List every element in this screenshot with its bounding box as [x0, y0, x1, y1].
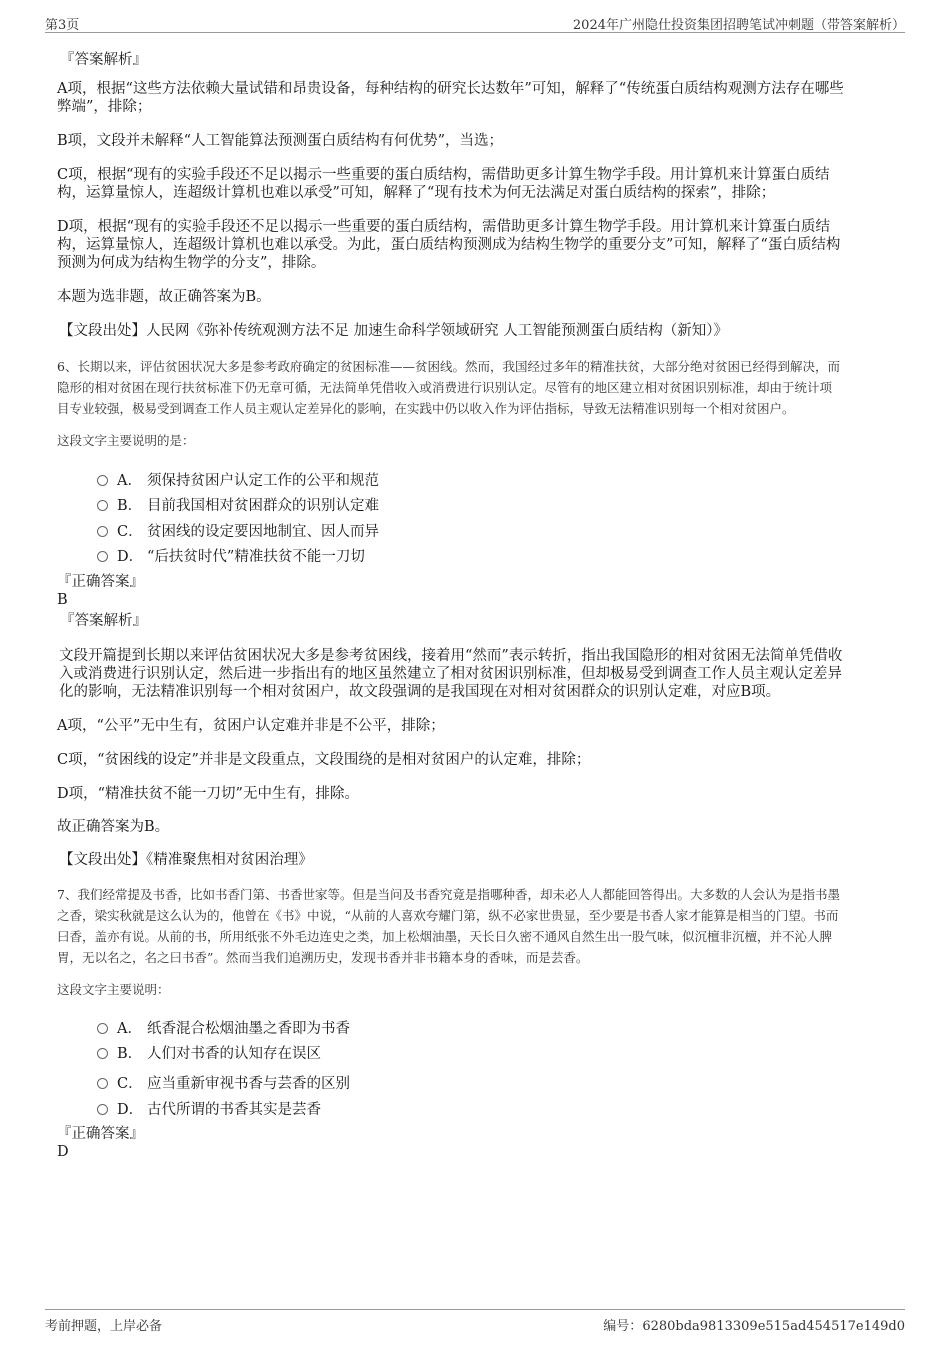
q6-analysis-c: C项，“贫困线的设定”并非是文段重点，文段围绕的是相对贫困户的认定难，排除；: [57, 752, 591, 768]
q7-option-b[interactable]: B． 人们对书香的认知存在误区: [97, 1042, 321, 1060]
q7-option-d[interactable]: D． 古代所谓的书香其实是芸香: [97, 1098, 321, 1116]
q6-analysis-label: 『答案解析』: [60, 613, 147, 629]
analysis-d-line2: 构，运算量惊人，连超级计算机也难以承受。为此，蛋白质结构预测成为结构生物学的重要分支”可知，解释了“蛋白质结构: [57, 237, 841, 253]
question-6-text-line3: 目专业较强，极易受到调查工作人员主观认定差异化的影响，在实践中仍以收入作为评估指标，导致无法精准识别每一个相对贫困户。: [57, 401, 795, 416]
q7-option-c[interactable]: C． 应当重新审视书香与芸香的区别: [97, 1072, 350, 1090]
q6-analysis-line2: 入或消费进行识别认定，然后进一步指出有的地区虽然建立了相对贫困识别标准，但却极易受到调查工作人员主观认定差异: [59, 666, 842, 682]
footer-slogan: 考前押题，上岸必备: [45, 1319, 163, 1334]
analysis-a-line1: A项，根据“这些方法依赖大量试错和昂贵设备，每种结构的研究长达数年”可知，解释了“传统蛋白质结构观测方法存在哪些: [57, 81, 844, 97]
q6-analysis-line1: 文段开篇提到长期以来评估贫困状况大多是参考贫困线，接着用“然而”表示转折，指出我国隐形的相对贫困无法简单凭借收: [59, 648, 843, 664]
radio-icon[interactable]: [97, 1078, 108, 1089]
analysis-d-line1: D项，根据“现有的实验手段还不足以揭示一些重要的蛋白质结构，需借助更多计算生物学手段。用计算机来计算蛋白质结: [57, 219, 831, 235]
q6-option-a[interactable]: A． 须保持贫困户认定工作的公平和规范: [97, 469, 379, 487]
source-citation: 【文段出处】人民网《弥补传统观测方法不足 加速生命科学领域研究 人工智能预测蛋白质结构（新知）》: [59, 323, 728, 339]
analysis-label: 『答案解析』: [60, 52, 147, 68]
q6-option-d[interactable]: D． “后扶贫时代”精准扶贫不能一刀切: [97, 545, 365, 563]
analysis-c-line2: 构，运算量惊人，连超级计算机也难以承受”可知，解释了“现有技术为何无法满足对蛋白质结构的探索”，排除；: [57, 185, 776, 201]
radio-icon[interactable]: [97, 526, 108, 537]
q6-analysis-a: A项，“公平”无中生有，贫困户认定难并非是不公平，排除；: [57, 718, 445, 734]
page-header: [45, 10, 905, 33]
question-6-text-line1: 6、长期以来，评估贫困状况大多是参考政府确定的贫困标准——贫困线。然而，我国经过多年的精准扶贫，大部分绝对贫困已经得到解决，而: [57, 359, 840, 374]
q6-conclusion: 故正确答案为B。: [57, 819, 170, 835]
radio-icon[interactable]: [97, 500, 108, 511]
question-6-prompt: 这段文字主要说明的是：: [57, 433, 195, 448]
q6-analysis-line3: 化的影响，无法精准识别每一个相对贫困户，故文段强调的是我国现在对相对贫困群众的识别认定难，对应B项。: [59, 684, 781, 700]
analysis-a-line2: 弊端”，排除；: [57, 99, 152, 115]
question-7-prompt: 这段文字主要说明：: [57, 982, 170, 997]
q6-option-b[interactable]: B． 目前我国相对贫困群众的识别认定难: [97, 494, 379, 512]
document-code: 编号：6280bda9813309e515ad454517e149d0: [603, 1319, 905, 1334]
radio-icon[interactable]: [97, 1048, 108, 1059]
q7-option-a[interactable]: A． 纸香混合松烟油墨之香即为书香: [97, 1017, 350, 1035]
q6-option-c[interactable]: C． 贫困线的设定要因地制宜、因人而异: [97, 520, 379, 538]
page-number: 第3页: [45, 18, 80, 33]
q6-answer: B: [57, 592, 68, 608]
q7-answer-label: 『正确答案』: [57, 1126, 144, 1142]
question-7-text-line3: 曰香，盖亦有说。从前的书，所用纸张不外毛边连史之类，加上松烟油墨，天长日久密不通风自然生出一股气味，似沉檀非沉檀，并不沁人脾: [57, 929, 833, 944]
question-7-text-line4: 胃，无以名之，名之曰书香”。然而当我们追溯历史，发现书香并非书籍本身的香味，而是芸香。: [57, 950, 589, 965]
analysis-d-line3: 预测为何成为结构生物学的分支”，排除。: [57, 255, 326, 271]
analysis-conclusion: 本题为选非题，故正确答案为B。: [57, 289, 271, 305]
radio-icon[interactable]: [97, 1104, 108, 1115]
analysis-b-line1: B项，文段并未解释“人工智能算法预测蛋白质结构有何优势”，当选；: [57, 133, 503, 149]
q6-analysis-d: D项，“精准扶贫不能一刀切”无中生有，排除。: [57, 786, 359, 802]
q6-source-citation: 【文段出处】《精准聚焦相对贫困治理》: [59, 852, 313, 868]
question-6-text-line2: 隐形的相对贫困在现行扶贫标准下仍无章可循，无法简单凭借收入或消费进行识别认定。尽管有的地区建立相对贫困识别标准，却由于统计项: [57, 380, 833, 395]
page-footer: [45, 1309, 905, 1334]
radio-icon[interactable]: [97, 551, 108, 562]
q7-answer: D: [57, 1144, 69, 1160]
q6-answer-label: 『正确答案』: [57, 574, 144, 590]
analysis-c-line1: C项，根据“现有的实验手段还不足以揭示一些重要的蛋白质结构，需借助更多计算生物学手段。用计算机来计算蛋白质结: [57, 167, 830, 183]
question-7-text-line1: 7、我们经常提及书香，比如书香门第、书香世家等。但是当问及书香究竟是指哪种香，却未必人人都能回答得出。大多数的人会认为是指书墨: [57, 887, 840, 902]
question-7-text-line2: 之香，梁实秋就是这么认为的，他曾在《书》中说，“从前的人喜欢夸耀门第，纵不必家世贵显，至少要是书香人家才能算是相当的门望。书而: [57, 908, 839, 923]
radio-icon[interactable]: [97, 1023, 108, 1034]
radio-icon[interactable]: [97, 475, 108, 486]
document-title: 2024年广州隐仕投资集团招聘笔试冲刺题（带答案解析）: [572, 18, 905, 33]
